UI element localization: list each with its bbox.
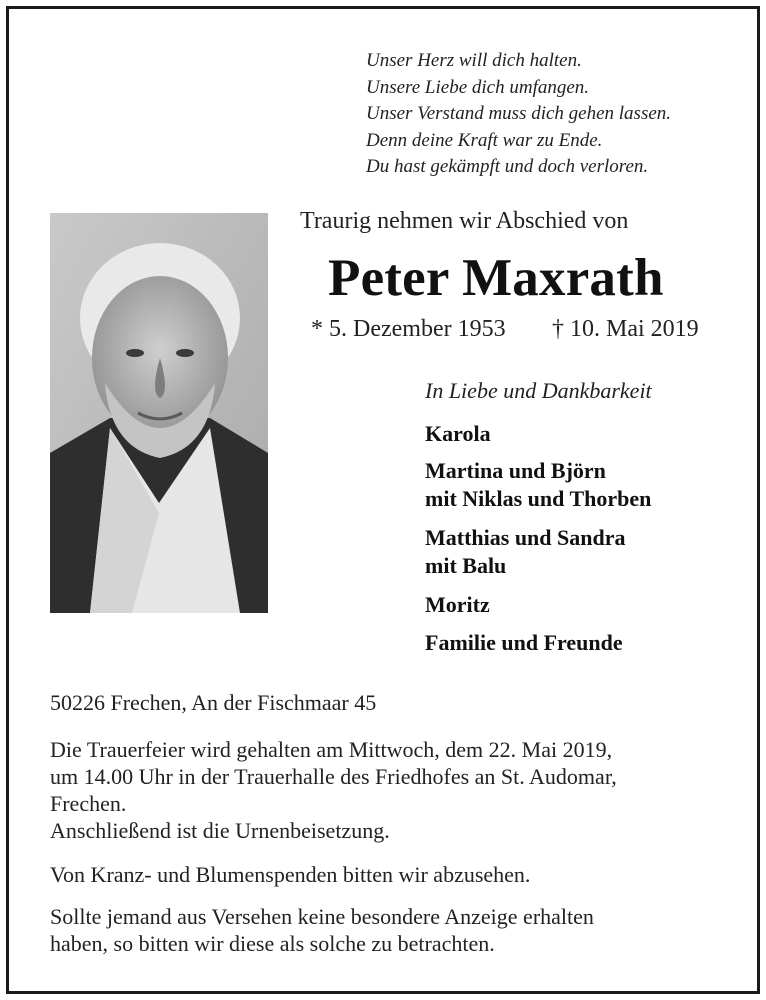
funeral-line: Die Trauerfeier wird gehalten am Mittwoch, dem 22. Mai 2019, (50, 737, 613, 762)
birth-date: * 5. Dezember 1953 (311, 316, 506, 342)
portrait-image (50, 213, 268, 613)
funeral-line: Anschließend ist die Urnenbeisetzung. (50, 818, 390, 843)
poem-line: Denn deine Kraft war zu Ende. (366, 129, 603, 151)
death-date: † 10. Mai 2019 (552, 316, 699, 342)
family-member: Moritz (425, 592, 490, 617)
poem-line: Du hast gekämpft und doch verloren. (366, 156, 649, 177)
family-member: mit Balu (425, 553, 507, 578)
family-member: Martina und Björn (425, 458, 606, 483)
family-member: Familie und Freunde (425, 630, 623, 655)
funeral-line: Frechen. (50, 791, 127, 816)
notice-line: Sollte jemand aus Versehen keine besondere Anzeige erhalten (50, 904, 594, 929)
poem-line: Unser Herz will dich halten. (366, 50, 582, 71)
family-member: mit Niklas und Thorben (425, 486, 652, 511)
address: 50226 Frechen, An der Fischmaar 45 (50, 690, 377, 715)
poem (366, 48, 671, 181)
family-member: Karola (425, 421, 491, 446)
family-member: Matthias und Sandra (425, 525, 626, 550)
poem-line: Unsere Liebe dich umfangen. (366, 76, 590, 98)
portrait-photo (50, 213, 268, 613)
flowers-note: Von Kranz- und Blumenspenden bitten wir abzusehen. (50, 862, 531, 887)
funeral-line: um 14.00 Uhr in der Trauerhalle des Friedhofes an St. Audomar, (50, 764, 617, 789)
poem-line: Unser Verstand muss dich gehen lassen. (366, 103, 672, 124)
deceased-name: Peter Maxrath (328, 249, 664, 307)
intro-text: Traurig nehmen wir Abschied von (300, 208, 629, 234)
notice-line: haben, so bitten wir diese als solche zu betrachten. (50, 931, 495, 956)
dedication-text: In Liebe und Dankbarkeit (425, 378, 652, 403)
